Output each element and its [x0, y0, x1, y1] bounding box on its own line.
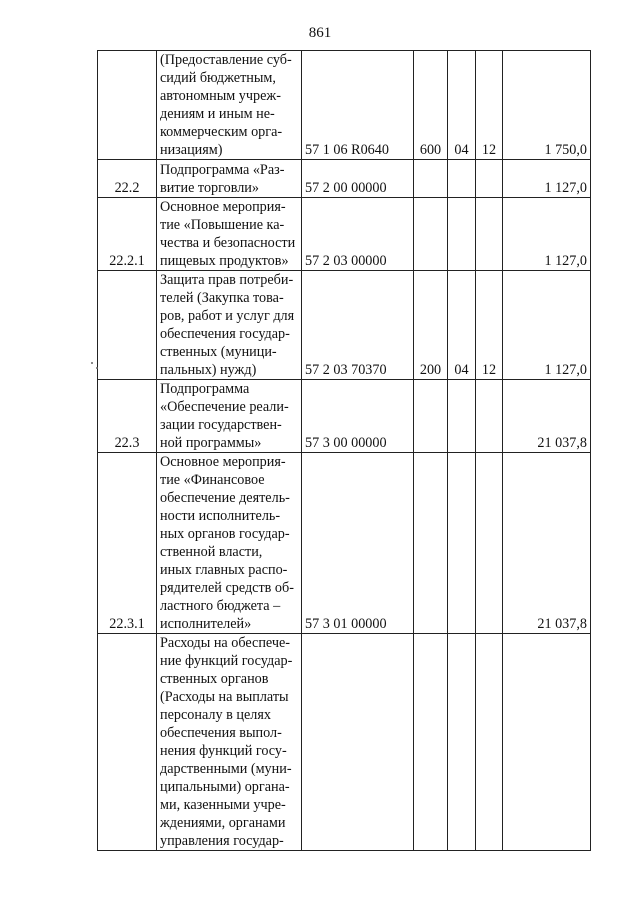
- section-cell: [448, 380, 476, 453]
- expense-type-cell: [414, 453, 448, 634]
- item-name-cell: Подпрограмма «Обеспечение реали- зации государствен- ной программы»: [157, 380, 302, 453]
- subsection-cell: [476, 453, 503, 634]
- table-row: [98, 453, 591, 634]
- subsection-cell: [476, 634, 503, 851]
- expense-type-cell: [414, 634, 448, 851]
- row-number-cell: [98, 634, 157, 851]
- subsection-cell: [476, 160, 503, 198]
- target-article-code-cell: 57 2 00 00000: [302, 160, 414, 198]
- subsection-cell: [476, 380, 503, 453]
- row-number-cell: 22.2: [98, 160, 157, 198]
- amount-cell: 1 127,0: [503, 271, 591, 380]
- scan-speck: [96, 367, 98, 369]
- target-article-code-cell: 57 2 03 70370: [302, 271, 414, 380]
- target-article-code-cell: 57 3 00 00000: [302, 380, 414, 453]
- row-number-cell: [98, 51, 157, 160]
- target-article-code-cell: 57 2 03 00000: [302, 198, 414, 271]
- table-row: [98, 380, 591, 453]
- section-cell: [448, 634, 476, 851]
- amount-cell: 21 037,8: [503, 453, 591, 634]
- amount-cell: 1 127,0: [503, 198, 591, 271]
- expense-type-cell: [414, 198, 448, 271]
- item-name-cell: (Предоставление суб- сидий бюджетным, автономным учреж- дениям и иным не- коммерческим орга- низациям): [157, 51, 302, 160]
- item-name-cell: Основное мероприя- тие «Повышение ка- чества и безопасности пищевых продуктов»: [157, 198, 302, 271]
- row-number-cell: 22.3.1: [98, 453, 157, 634]
- expense-type-cell: 200: [414, 271, 448, 380]
- budget-table: [97, 50, 591, 851]
- section-cell: [448, 160, 476, 198]
- amount-cell: 21 037,8: [503, 380, 591, 453]
- table-row: [98, 271, 591, 380]
- subsection-cell: 12: [476, 51, 503, 160]
- item-name-cell: Защита прав потреби- телей (Закупка това- ров, работ и услуг для обеспечения государ- ственных (муници- пальных) нужд): [157, 271, 302, 380]
- table-row: [98, 51, 591, 160]
- row-number-cell: 22.3: [98, 380, 157, 453]
- target-article-code-cell: [302, 634, 414, 851]
- row-number-cell: 22.2.1: [98, 198, 157, 271]
- section-cell: [448, 198, 476, 271]
- target-article-code-cell: 57 3 01 00000: [302, 453, 414, 634]
- table-row: [98, 198, 591, 271]
- amount-cell: 1 127,0: [503, 160, 591, 198]
- table-row: [98, 160, 591, 198]
- section-cell: 04: [448, 271, 476, 380]
- expense-type-cell: 600: [414, 51, 448, 160]
- row-number-cell: [98, 271, 157, 380]
- section-cell: 04: [448, 51, 476, 160]
- scan-speck: [91, 362, 93, 364]
- item-name-cell: Расходы на обеспече- ние функций государ- ственных органов (Расходы на выплаты персоналу в целях обеспечения выпол- нения функций госу- дарственными (муни- ципальными) органа- ми, казенными учре- ждениями, органами управления государ-: [157, 634, 302, 851]
- table-row: [98, 634, 591, 851]
- subsection-cell: [476, 198, 503, 271]
- subsection-cell: 12: [476, 271, 503, 380]
- item-name-cell: Основное мероприя- тие «Финансовое обеспечение деятель- ности исполнитель- ных органов государ- ственной власти, иных главных распо- рядителей средств об- ластного бюджета – исполнителей»: [157, 453, 302, 634]
- section-cell: [448, 453, 476, 634]
- expense-type-cell: [414, 380, 448, 453]
- target-article-code-cell: 57 1 06 R0640: [302, 51, 414, 160]
- expense-type-cell: [414, 160, 448, 198]
- amount-cell: [503, 634, 591, 851]
- item-name-cell: Подпрограмма «Раз- витие торговли»: [157, 160, 302, 198]
- amount-cell: 1 750,0: [503, 51, 591, 160]
- page-number: 861: [308, 25, 332, 41]
